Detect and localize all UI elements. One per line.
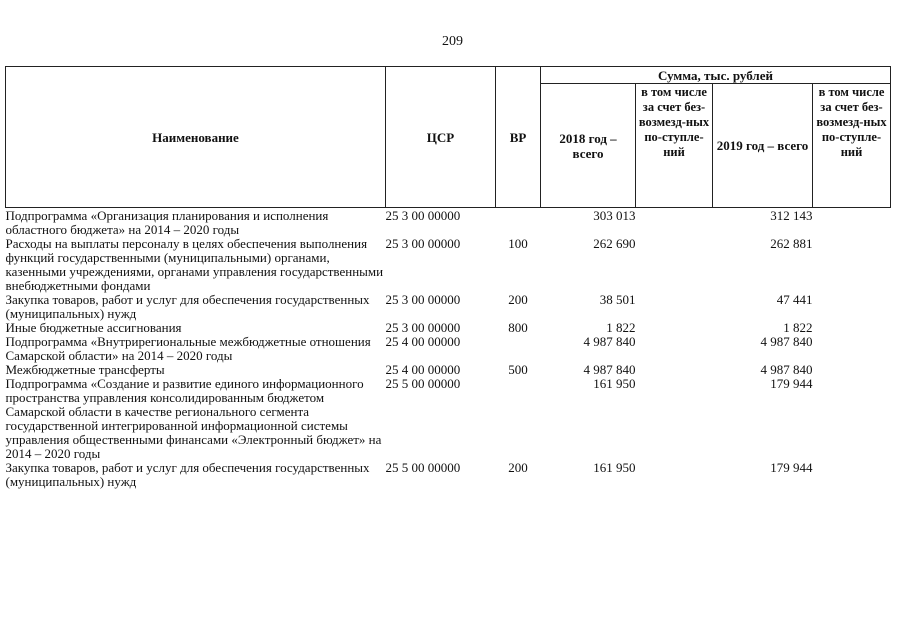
row-2019-total: 47 441 [776, 292, 813, 307]
row-2019-grants [813, 335, 891, 363]
row-2019-grants [813, 208, 891, 238]
table-row [6, 293, 891, 321]
row-2019-total: 312 143 [770, 208, 813, 223]
row-2018-total: 161 950 [593, 376, 636, 391]
row-2019-grants [813, 237, 891, 293]
row-csr: 25 4 00 00000 [385, 334, 461, 349]
row-2019-grants [813, 363, 891, 377]
header-2018-total: 2018 год – всего [541, 84, 636, 208]
row-2018-grants [636, 377, 713, 461]
row-vr [496, 377, 541, 461]
row-2018-grants [636, 363, 713, 377]
row-csr: 25 3 00 00000 [385, 320, 461, 335]
row-name: Подпрограмма «Создание и развитие единого информационного пространства управления консолидированным бюджетом Самарской области в качестве регионального сегмента государственной интегрированной информационной системы управления общественными финансами «Электронный бюджет» на 2014 – 2020 годы [5, 376, 382, 461]
row-name: Иные бюджетные ассигнования [5, 320, 182, 335]
row-2018-total: 262 690 [593, 236, 636, 251]
table-row [6, 321, 891, 335]
header-sum-group: Сумма, тыс. рублей [541, 67, 891, 84]
row-2019-total: 179 944 [770, 376, 813, 391]
row-2019-grants [813, 461, 891, 489]
table-row [6, 237, 891, 293]
row-2018-grants [636, 208, 713, 238]
header-name: Наименование [6, 67, 386, 208]
row-name: Подпрограмма «Организация планирования и исполнения областного бюджета» на 2014 – 2020 годы [5, 208, 329, 237]
row-2018-grants [636, 461, 713, 489]
row-name: Закупка товаров, работ и услуг для обеспечения государственных (муниципальных) нужд [5, 292, 370, 321]
row-name: Закупка товаров, работ и услуг для обеспечения государственных (муниципальных) нужд [5, 460, 370, 489]
row-vr: 100 [508, 236, 528, 251]
table-row [6, 363, 891, 377]
row-2019-total: 262 881 [770, 236, 813, 251]
table-row [6, 461, 891, 489]
row-name: Подпрограмма «Внутрирегиональные межбюджетные отношения Самарской области» на 2014 – 2020 годы [5, 334, 371, 363]
row-2018-total: 1 822 [606, 320, 636, 335]
row-2018-total: 38 501 [599, 292, 636, 307]
row-vr: 800 [508, 320, 528, 335]
header-2018-grants: в том числе за счет без-возмезд-ных по-ступле-ний [636, 84, 713, 208]
row-2018-grants [636, 237, 713, 293]
row-2018-grants [636, 293, 713, 321]
row-2019-grants [813, 321, 891, 335]
row-name: Межбюджетные трансферты [5, 362, 165, 377]
row-vr: 200 [508, 292, 528, 307]
table-body [6, 208, 891, 490]
row-2018-total: 303 013 [593, 208, 636, 223]
row-2018-grants [636, 321, 713, 335]
row-vr [496, 208, 541, 238]
row-2019-grants [813, 377, 891, 461]
row-2018-grants [636, 335, 713, 363]
row-csr: 25 4 00 00000 [385, 362, 461, 377]
header-2019-total: 2019 год – всего [713, 84, 813, 208]
row-2019-total: 4 987 840 [760, 334, 813, 349]
row-name: Расходы на выплаты персоналу в целях обеспечения выполнения функций государственными (муниципальными) органами, казенными учреждениями, органами управления государственными внебюджетными фондами [5, 236, 384, 293]
table-row [6, 335, 891, 363]
row-2019-total: 4 987 840 [760, 362, 813, 377]
row-csr: 25 3 00 00000 [385, 292, 461, 307]
row-2019-grants [813, 293, 891, 321]
row-2018-total: 161 950 [593, 460, 636, 475]
row-csr: 25 3 00 00000 [385, 208, 461, 223]
header-csr: ЦСР [386, 67, 496, 208]
row-csr: 25 5 00 00000 [385, 460, 461, 475]
row-2018-total: 4 987 840 [583, 362, 636, 377]
row-csr: 25 3 00 00000 [385, 236, 461, 251]
row-vr: 200 [508, 460, 528, 475]
row-csr: 25 5 00 00000 [385, 376, 461, 391]
row-vr [496, 335, 541, 363]
table-row [6, 377, 891, 461]
row-2019-total: 179 944 [770, 460, 813, 475]
row-vr: 500 [508, 362, 528, 377]
table-header [6, 67, 891, 208]
header-2019-grants: в том числе за счет без-возмезд-ных по-ступле-ний [813, 84, 891, 208]
budget-table [5, 66, 891, 489]
row-2018-total: 4 987 840 [583, 334, 636, 349]
table-row [6, 208, 891, 238]
header-vr: ВР [496, 67, 541, 208]
page-number: 209 [442, 34, 463, 49]
row-2019-total: 1 822 [783, 320, 813, 335]
